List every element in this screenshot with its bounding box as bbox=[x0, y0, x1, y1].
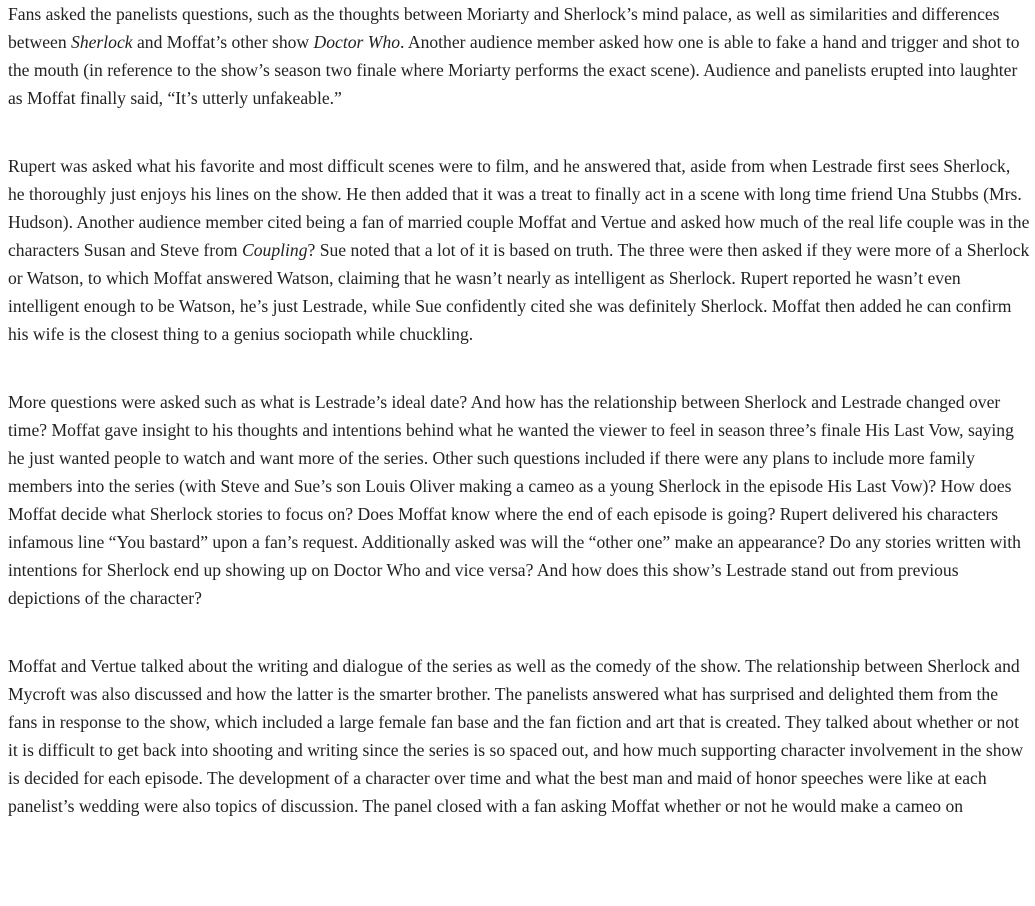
paragraph-rupert-scenes bbox=[8, 152, 1030, 348]
text-run: ? Sue noted that a lot of it is based on truth. The three were then asked if they were more of a Sherlock or Watson, to which Moffat answered Watson, claiming that he wasn’t nearly as intelligent as Sherlock. Rupert reported he wasn’t even intelligent enough to be Watson, he’s just Lestrade, while Sue confidently cited she was definitely Sherlock. Moffat then added he can confirm his wife is the closest thing to a genius sociopath while chuckling. bbox=[8, 240, 1030, 344]
text-run: Fans asked the panelists questions, such as the thoughts between Moriarty and Sherlock’s mind palace, as well as similarities and differences between bbox=[8, 4, 1000, 52]
show-title-coupling: Coupling bbox=[242, 240, 308, 260]
text-run: Rupert was asked what his favorite and most difficult scenes were to film, and he answered that, aside from when Lestrade first sees Sherlock, he thoroughly just enjoys his lines on the show. He then added that it was a treat to finally act in a scene with long time friend Una Stubbs (Mrs. Hudson). Another audience member cited being a fan of married couple Moffat and Vertue and asked how much of the real life couple was in the characters Susan and Steve from bbox=[8, 156, 1030, 260]
paragraph-writing-discussion bbox=[8, 652, 1030, 820]
article-body bbox=[8, 0, 1030, 820]
text-run: Moffat and Vertue talked about the writing and dialogue of the series as well as the comedy of the show. The relationship between Sherlock and Mycroft was also discussed and how the latter is the smarter brother. The panelists answered what has surprised and delighted them from the fans in response to the show, which included a large female fan base and the fan fiction and art that is created. They talked about whether or not it is difficult to get back into shooting and writing since the series is so spaced out, and how much supporting character involvement in the show is decided for each episode. The development of a character over time and what the best man and maid of honor speeches were like at each panelist’s wedding were also topics of discussion. The panel closed with a fan asking Moffat whether or not he would make a cameo on bbox=[8, 656, 1024, 816]
text-run: More questions were asked such as what is Lestrade’s ideal date? And how has the relationship between Sherlock and Lestrade changed over time? Moffat gave insight to his thoughts and intentions behind what he wanted the viewer to feel in season three’s finale His Last Vow, saying he just wanted people to watch and want more of the series. Other such questions included if there were any plans to include more family members into the series (with Steve and Sue’s son Louis Oliver making a cameo as a young Sherlock in the episode His Last Vow)? How does Moffat decide what Sherlock stories to focus on? Does Moffat know where the end of each episode is going? Rupert delivered his characters infamous line “You bastard” upon a fan’s request. Additionally asked was will the “other one” make an appearance? Do any stories written with intentions for Sherlock end up showing up on Doctor Who and vice versa? And how does this show’s Lestrade stand out from previous depictions of the character? bbox=[8, 392, 1021, 608]
show-title-sherlock: Sherlock bbox=[71, 32, 133, 52]
text-run: . Another audience member asked how one is able to fake a hand and trigger and shot to the mouth (in reference to the show’s season two finale where Moriarty performs the exact scene). Audience and panelists erupted into laughter as Moffat finally said, “It’s utterly unfakeable.” bbox=[8, 32, 1020, 108]
show-title-doctor-who: Doctor Who bbox=[313, 32, 401, 52]
paragraph-more-questions bbox=[8, 388, 1030, 612]
text-run: and Moffat’s other show bbox=[132, 32, 314, 52]
paragraph-fan-questions bbox=[8, 0, 1030, 112]
